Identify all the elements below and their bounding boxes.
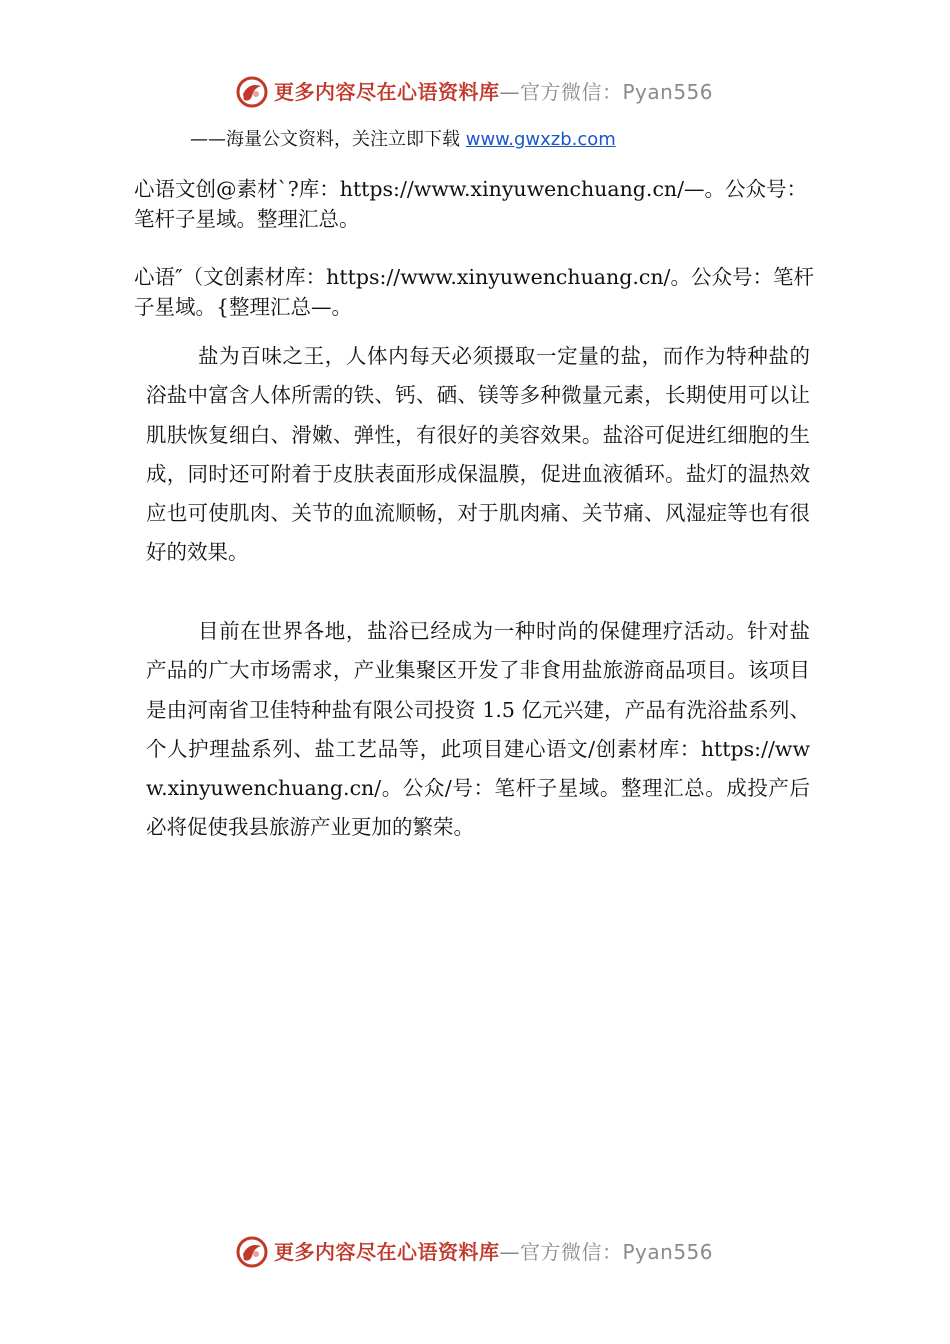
subline-text: ——海量公文资料，关注立即下载 xyxy=(190,129,466,150)
brand-logo-icon xyxy=(234,74,270,110)
download-subline xyxy=(190,127,616,153)
slogan-wechat-label: 官方微信： xyxy=(520,80,623,104)
slogan-red-text: 更多内容尽在心语资料库 xyxy=(274,80,500,104)
header-banner xyxy=(0,72,950,116)
slogan-dash: — xyxy=(499,80,520,104)
website-link[interactable]: www.gwxzb.com xyxy=(465,129,616,150)
wechat-id: Pyan556 xyxy=(622,80,714,104)
source-note-paragraph-1: 心语文创@素材`?库：https://www.xinyuwenchuang.cn/—。公众号：笔杆子星域。整理汇总。 xyxy=(134,177,808,231)
footer-banner xyxy=(0,1232,950,1276)
body-paragraph-1: 盐为百味之王，人体内每天必须摄取一定量的盐，而作为特种盐的浴盐中富含人体所需的铁、钙、硒、镁等多种微量元素，长期使用可以让肌肤恢复细白、滑嫩、弹性，有很好的美容效果。盐浴可促进红细胞的生成，同时还可附着于皮肤表面形成保温膜，促进血液循环。盐灯的温热效应也可使肌肉、关节的血流顺畅，对于肌肉痛、关节痛、风湿症等也有很好的效果。 xyxy=(146,344,810,565)
source-note-paragraph-2: 心语″（文创素材库：https://www.xinyuwenchuang.cn/。公众号：笔杆子星域。{整理汇总—。 xyxy=(134,265,814,319)
header-slogan xyxy=(274,78,713,106)
body-paragraph-2: 目前在世界各地，盐浴已经成为一种时尚的保健理疗活动。针对盐产品的广大市场需求，产业集聚区开发了非食用盐旅游商品项目。该项目是由河南省卫佳特种盐有限公司投资 1.5 亿元兴建，产品有洗浴盐系列、个人护理盐系列、盐工艺品等，此项目建心语文/创素材库：https://www.xinyuwenchuang.cn/。公众/号：笔杆子星域。整理汇总。成投产后必将促使我县旅游产业更加的繁荣。 xyxy=(146,619,810,840)
slogan-red-text: 更多内容尽在心语资料库 xyxy=(274,1240,500,1264)
wechat-id: Pyan556 xyxy=(622,1240,714,1264)
slogan-wechat-label: 官方微信： xyxy=(520,1240,623,1264)
brand-logo-icon xyxy=(234,1234,270,1270)
footer-slogan xyxy=(274,1238,713,1266)
slogan-dash: — xyxy=(499,1240,520,1264)
